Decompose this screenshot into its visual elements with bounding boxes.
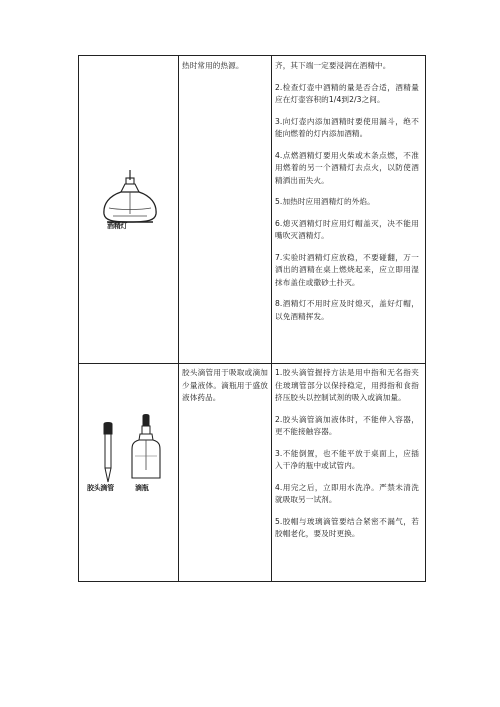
dropper-notes [275, 367, 419, 550]
list-item: 4.用完之后，立即用水洗净。严禁未清洗就吸取另一试剂。 [275, 482, 419, 504]
alcohol-lamp-purpose: 热时常用的热源。 [182, 61, 244, 70]
list-item: 齐，其下端一定要浸润在酒精中。 [275, 61, 391, 70]
alcohol-lamp-label: 酒精灯 [107, 222, 128, 230]
row-divider [79, 363, 425, 364]
list-item: 4.点燃酒精灯要用火柴或木条点燃，不准用燃着的另一个酒精灯去点火，以防使酒精洒出而失火。 [275, 150, 419, 185]
column-divider [178, 56, 179, 581]
list-item: 6.熄灭酒精灯时应用灯帽盖灭，决不能用嘴吹灭酒精灯。 [275, 218, 419, 240]
list-item: 7.实验时酒精灯应放稳，不要碰翻，万一洒出的酒精在桌上燃烧起来，应立即用湿抹布盖住或撒砂土扑灭。 [275, 252, 419, 287]
dropper-bottle-illustration [129, 414, 163, 482]
list-item: 2.检查灯壶中酒精的量是否合适，酒精量应在灯壶容积的1/4到2/3之间。 [275, 82, 419, 104]
list-item: 2.胶头滴管滴加液体时，不能伸入容器，更不能接触容器。 [275, 414, 419, 436]
list-item: 3.不能倒置，也不能平放于桌面上，应插入干净的瓶中或试管内。 [275, 448, 419, 470]
instrument-table [78, 55, 426, 582]
alcohol-lamp-notes [275, 60, 419, 332]
list-item: 3.向灯壶内添加酒精时要使用漏斗，绝不能向燃着的灯内添加酒精。 [275, 116, 419, 138]
list-item: 1.胶头滴管握持方法是用中指和无名指夹住玻璃管部分以保持稳定，用拇指和食指挤压胶头以控制试剂的吸入或滴加量。 [275, 368, 419, 402]
list-item: 8.酒精灯不用时应及时熄灭，盖好灯帽，以免酒精挥发。 [275, 299, 419, 321]
list-item: 5.加热时应用酒精灯的外焰。 [275, 197, 375, 206]
dropper-bottle-label: 滴瓶 [135, 484, 149, 492]
dropper-illustration [93, 422, 123, 484]
dropper-label: 胶头滴管 [87, 484, 114, 492]
alcohol-lamp-illustration [95, 164, 165, 234]
list-item: 5.胶帽与玻璃滴管要结合紧密不漏气，若胶帽老化，要及时更换。 [275, 516, 419, 538]
dropper-purpose: 胶头滴管用于吸取或滴加少量液体。滴瓶用于盛放液体药品。 [182, 368, 268, 402]
column-divider [271, 56, 272, 581]
